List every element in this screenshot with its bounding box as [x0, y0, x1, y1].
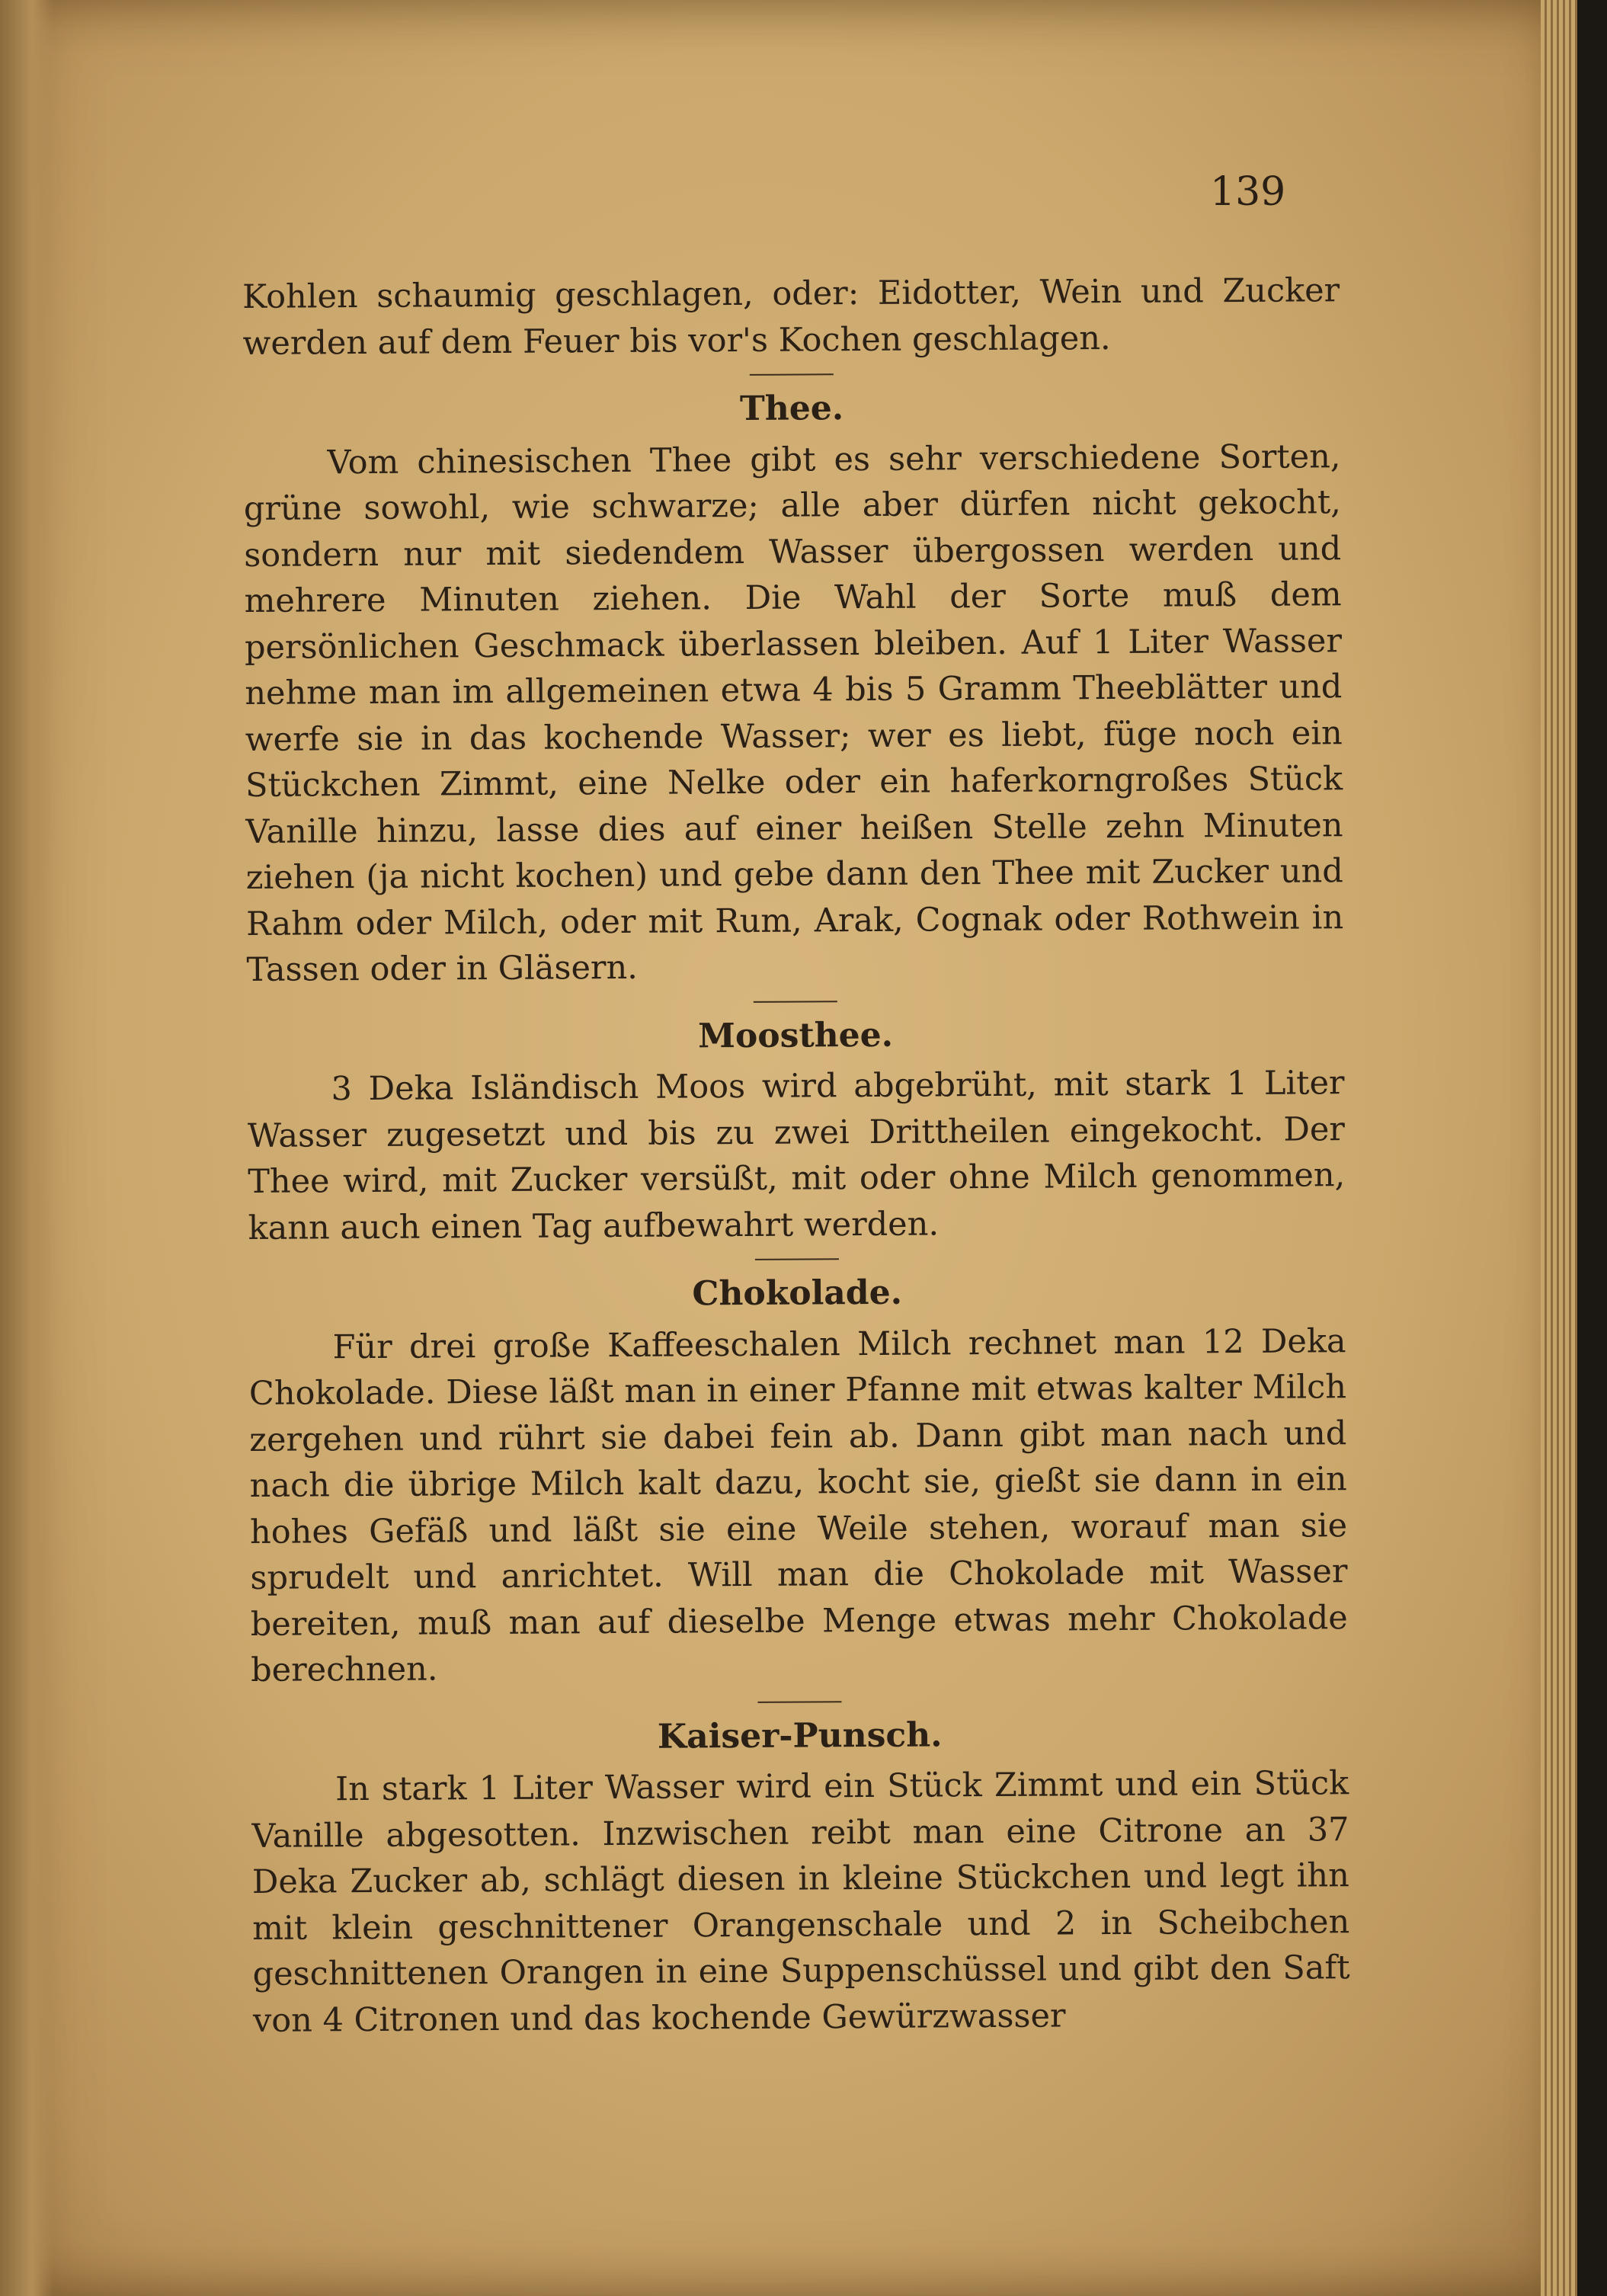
paragraph-kaiser-punsch: In stark 1 Liter Wasser wird ein Stück Zimmt und ein Stück Vanille abgesotten. Inzwischen reibt man eine Citrone an 37 Deka Zucker ab, schlägt diesen in kleine Stückchen und legt ihn mit klein geschnittener Orangenschale und 2 in Scheibchen geschnittenen Orangen in eine Suppenschüssel und gibt den Saft von 4 Citronen und das kochende Gewürzwasser	[251, 1764, 1350, 2040]
page-number: 139	[1210, 169, 1286, 215]
page-text	[242, 267, 1350, 2044]
paragraph-thee: Vom chinesischen Thee gibt es sehr verschiedene Sorten, grüne sowohl, wie schwarze; alle aber dürfen nicht gekocht, sondern nur mit siedendem Wasser übergossen werden und mehrere Minuten ziehen. Die Wahl der Sorte muß dem persönlichen Geschmack überlassen bleiben. Auf 1 Liter Wasser nehme man im allgemeinen etwa 4 bis 5 Gramm Theeblätter und werfe sie in das kochende Wasser; wer es liebt, füge noch ein Stückchen Zimmt, eine Nelke oder ein haferkorngroßes Stück Vanille hinzu, lasse dies auf einer heißen Stelle zehn Minuten ziehen (ja nicht kochen) und gebe dann den Thee mit Zucker und Rahm oder Milch, oder mit Rum, Arak, Cognak oder Rothwein in Tassen oder in Gläsern.	[243, 437, 1344, 989]
paragraph-chokolade: Für drei große Kaffeeschalen Milch rechnet man 12 Deka Chokolade. Diese läßt man in einer Pfanne mit etwas kalter Milch zergehen und rührt sie dabei fein ab. Dann gibt man nach und nach die übrige Milch kalt dazu, kocht sie, gießt sie dann in ein hohes Gefäß und läßt sie eine Weile stehen, worauf man sie sprudelt und anrichtet. Will man die Chokolade mit Wasser bereiten, muß man auf dieselbe Menge etwas mehr Chokolade berechnen.	[248, 1321, 1348, 1689]
heading-kaiser-punsch: Kaiser-Punsch.	[657, 1715, 943, 1756]
heading-moosthee: Moosthee.	[698, 1015, 894, 1055]
heading-chokolade: Chokolade.	[692, 1273, 903, 1314]
paragraph-moosthee: 3 Deka Isländisch Moos wird abgebrüht, mit stark 1 Liter Wasser zugesetzt und bis zu zwei Drittheilen eingekocht. Der Thee wird, mit Zucker versüßt, mit oder ohne Milch genommen, kann auch einen Tag aufbewahrt werden.	[247, 1064, 1346, 1247]
intro-paragraph: Kohlen schaumig geschlagen, oder: Eidotter, Wein und Zucker werden auf dem Feuer bis vor's Kochen geschlagen.	[242, 271, 1340, 363]
section-divider	[757, 1701, 841, 1703]
section-divider	[750, 373, 834, 376]
page-edge	[1541, 0, 1577, 2296]
page-gutter	[0, 0, 53, 2296]
section-divider	[755, 1258, 839, 1260]
section-divider	[754, 1001, 837, 1003]
heading-thee: Thee.	[739, 389, 844, 429]
